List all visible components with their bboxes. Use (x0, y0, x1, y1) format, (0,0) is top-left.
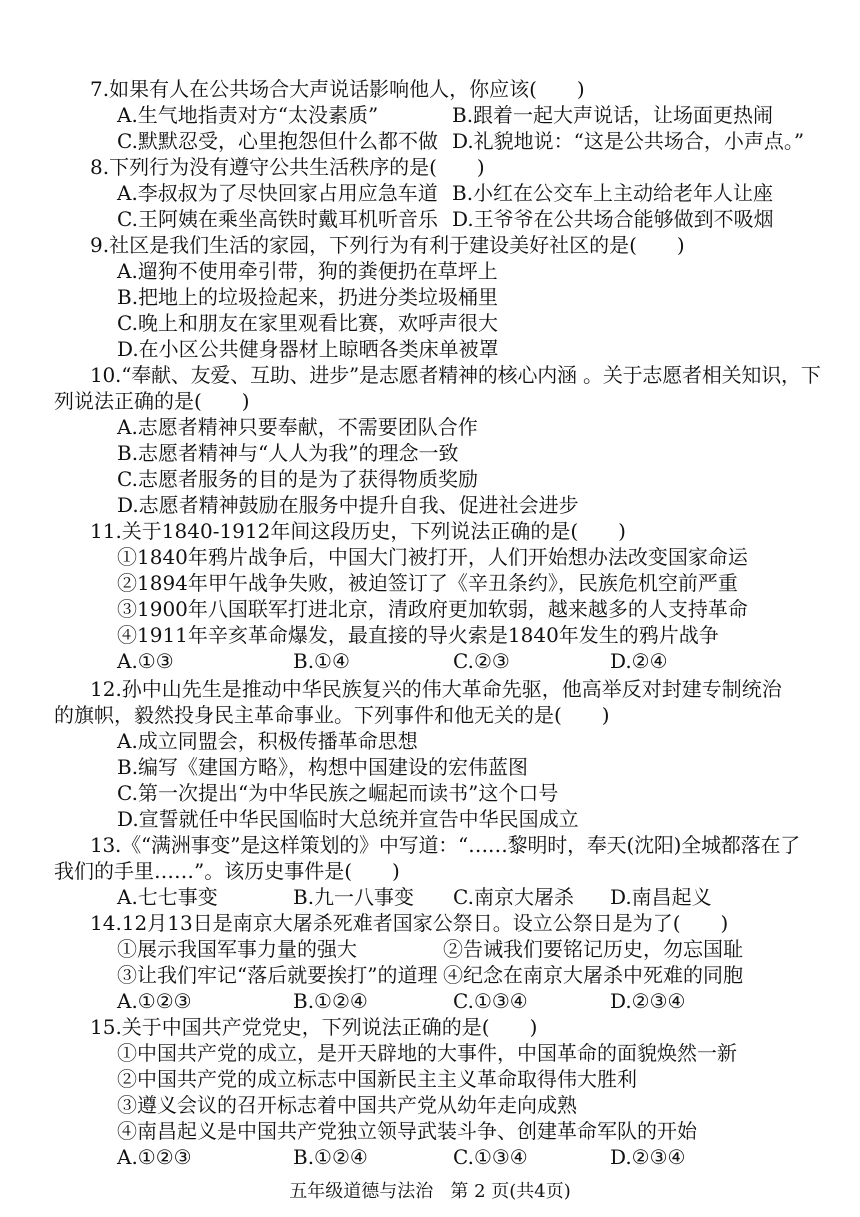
question-11-stem: 11.关于1840-1912年间这段历史，下列说法正确的是( ) (90, 519, 626, 543)
question-10-option-c: C.志愿者服务的目的是为了获得物质奖励 (117, 467, 478, 491)
question-7-option-d: D.礼貌地说：“这是公共场合，小声点。” (452, 129, 805, 153)
question-14-option-d: D.②③④ (610, 989, 686, 1013)
question-10-option-b: B.志愿者精神与“人人为我”的理念一致 (117, 441, 459, 465)
question-13-option-a: A.七七事变 (117, 885, 218, 909)
question-14-option-b: B.①②④ (293, 989, 368, 1013)
question-15-option-a: A.①②③ (117, 1145, 192, 1169)
question-10-stem-continued: 列说法正确的是( ) (54, 389, 250, 413)
question-14-statement-1: ①展示我国军事力量的强大 (117, 937, 357, 961)
question-15-option-b: B.①②④ (293, 1145, 368, 1169)
question-11-statement-3: ③1900年八国联军打进北京，清政府更加软弱，越来越多的人支持革命 (117, 597, 748, 621)
question-10-stem: 10.“奉献、友爱、互助、进步”是志愿者精神的核心内涵 。关于志愿者相关知识，下 (90, 363, 821, 387)
question-14-statement-3: ③让我们牢记“落后就要挨打”的道理 (117, 963, 438, 987)
question-13-option-d: D.南昌起义 (610, 885, 712, 909)
question-15-statement-4: ④南昌起义是中国共产党独立领导武装斗争、创建革命军队的开始 (117, 1119, 697, 1143)
footer-page-number: 第 2 页(共4页) (450, 1181, 571, 1202)
question-15-statement-2: ②中国共产党的成立标志中国新民主主义革命取得伟大胜利 (117, 1067, 637, 1091)
question-14-stem: 14.12月13日是南京大屠杀死难者国家公祭日。设立公祭日是为了( ) (90, 911, 729, 935)
question-15-stem: 15.关于中国共产党党史，下列说法正确的是( ) (90, 1015, 538, 1039)
question-10-option-d: D.志愿者精神鼓励在服务中提升自我、促进社会进步 (117, 493, 579, 517)
question-11-statement-2: ②1894年甲午战争失败，被迫签订了《辛丑条约》，民族危机空前严重 (117, 571, 738, 595)
question-15-statement-1: ①中国共产党的成立，是开天辟地的大事件，中国革命的面貌焕然一新 (117, 1041, 737, 1065)
question-15-statement-3: ③遵义会议的召开标志着中国共产党从幼年走向成熟 (117, 1093, 577, 1117)
question-7-option-b: B.跟着一起大声说话，让场面更热闹 (452, 103, 774, 127)
question-12-stem: 12.孙中山先生是推动中华民族复兴的伟大革命先驱，他高举反对封建专制统治 (90, 677, 782, 701)
question-13-stem: 13.《“满洲事变”是这样策划的》中写道：“……黎明时，奉天(沈阳)全城都落在了 (90, 833, 801, 857)
question-14-option-a: A.①②③ (117, 989, 192, 1013)
question-8-option-b: B.小红在公交车上主动给老年人让座 (452, 181, 774, 205)
question-10-option-a: A.志愿者精神只要奉献，不需要团队合作 (117, 415, 478, 439)
footer-subject: 五年级道德与法治 (289, 1181, 434, 1202)
question-11-statement-4: ④1911年辛亥革命爆发，最直接的导火索是1840年发生的鸦片战争 (117, 623, 719, 647)
question-13-option-b: B.九一八事变 (293, 885, 415, 909)
question-9-option-d: D.在小区公共健身器材上晾晒各类床单被罩 (117, 337, 499, 361)
question-11-option-c: C.②③ (453, 649, 510, 673)
question-12-option-c: C.第一次提出“为中华民族之崛起而读书”这个口号 (117, 781, 559, 805)
question-15-option-c: C.①③④ (453, 1145, 528, 1169)
question-8-option-a: A.李叔叔为了尽快回家占用应急车道 (117, 181, 438, 205)
question-8-stem: 8.下列行为没有遵守公共生活秩序的是( ) (90, 155, 485, 179)
question-8-option-d: D.王爷爷在公共场合能够做到不吸烟 (452, 207, 774, 231)
question-12-stem-continued: 的旗帜，毅然投身民主革命事业。下列事件和他无关的是( ) (54, 703, 610, 727)
question-13-option-c: C.南京大屠杀 (453, 885, 574, 909)
question-11-option-b: B.①④ (293, 649, 350, 673)
question-7-option-a: A.生气地指责对方“太没素质” (117, 103, 379, 127)
question-11-statement-1: ①1840年鸦片战争后，中国大门被打开，人们开始想办法改变国家命运 (117, 545, 748, 569)
question-15-option-d: D.②③④ (610, 1145, 686, 1169)
question-9-option-b: B.把地上的垃圾捡起来，扔进分类垃圾桶里 (117, 285, 499, 309)
question-8-option-c: C.王阿姨在乘坐高铁时戴耳机听音乐 (117, 207, 438, 231)
question-13-stem-continued: 我们的手里……”。该历史事件是( ) (54, 859, 400, 883)
question-9-stem: 9.社区是我们生活的家园，下列行为有利于建设美好社区的是( ) (90, 233, 685, 257)
question-9-option-c: C.晚上和朋友在家里观看比赛，欢呼声很大 (117, 311, 498, 335)
page-footer (0, 1180, 860, 1204)
question-12-option-b: B.编写《建国方略》，构想中国建设的宏伟蓝图 (117, 755, 529, 779)
question-14-statement-2: ②告诫我们要铭记历史，勿忘国耻 (443, 937, 743, 961)
question-11-option-a: A.①③ (117, 649, 174, 673)
question-11-option-d: D.②④ (610, 649, 668, 673)
question-12-option-d: D.宣誓就任中华民国临时大总统并宣告中华民国成立 (117, 807, 579, 831)
question-7-option-c: C.默默忍受，心里抱怨但什么都不做 (117, 129, 438, 153)
question-14-option-c: C.①③④ (453, 989, 528, 1013)
question-7-stem: 7.如果有人在公共场合大声说话影响他人，你应该( ) (90, 77, 585, 101)
question-14-statement-4: ④纪念在南京大屠杀中死难的同胞 (443, 963, 743, 987)
question-9-option-a: A.遛狗不使用牵引带，狗的粪便扔在草坪上 (117, 259, 498, 283)
question-12-option-a: A.成立同盟会，积极传播革命思想 (117, 729, 418, 753)
